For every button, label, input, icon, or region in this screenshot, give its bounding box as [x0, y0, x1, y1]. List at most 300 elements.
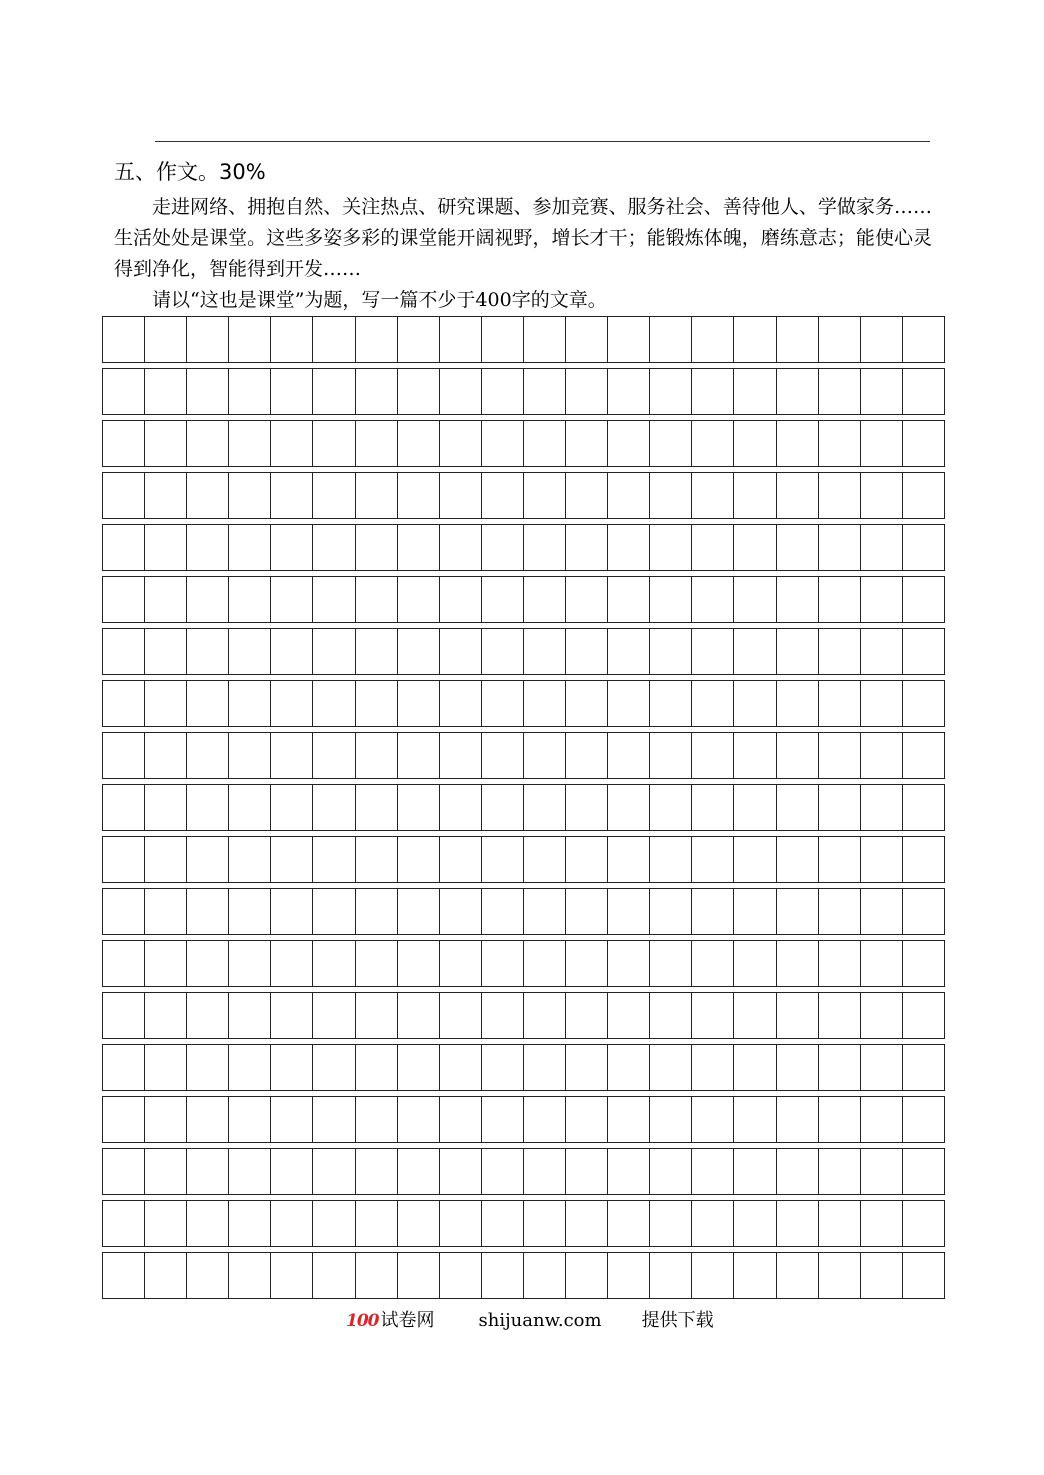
grid-cell[interactable] — [566, 1149, 608, 1194]
grid-cell[interactable] — [566, 1253, 608, 1298]
grid-cell[interactable] — [187, 941, 229, 986]
grid-cell[interactable] — [229, 1097, 271, 1142]
grid-cell[interactable] — [313, 421, 355, 466]
grid-cell[interactable] — [271, 629, 313, 674]
grid-cell[interactable] — [187, 889, 229, 934]
grid-cell[interactable] — [482, 1045, 524, 1090]
grid-cell[interactable] — [903, 889, 945, 934]
grid-cell[interactable] — [187, 1201, 229, 1246]
grid-cell[interactable] — [777, 1097, 819, 1142]
grid-cell[interactable] — [229, 941, 271, 986]
grid-cell[interactable] — [356, 837, 398, 882]
grid-cell[interactable] — [777, 785, 819, 830]
grid-cell[interactable] — [482, 1149, 524, 1194]
grid-cell[interactable] — [650, 889, 692, 934]
grid-cell[interactable] — [356, 1253, 398, 1298]
grid-cell[interactable] — [777, 889, 819, 934]
grid-cell[interactable] — [734, 837, 776, 882]
grid-cell[interactable] — [734, 525, 776, 570]
grid-cell[interactable] — [356, 577, 398, 622]
grid-cell[interactable] — [819, 317, 861, 362]
grid-cell[interactable] — [608, 681, 650, 726]
grid-cell[interactable] — [566, 733, 608, 778]
grid-cell[interactable] — [777, 525, 819, 570]
grid-cell[interactable] — [313, 317, 355, 362]
grid-cell[interactable] — [229, 681, 271, 726]
grid-cell[interactable] — [356, 733, 398, 778]
grid-cell[interactable] — [524, 1253, 566, 1298]
grid-cell[interactable] — [524, 421, 566, 466]
grid-cell[interactable] — [903, 629, 945, 674]
grid-cell[interactable] — [524, 525, 566, 570]
grid-cell[interactable] — [692, 785, 734, 830]
grid-cell[interactable] — [440, 733, 482, 778]
grid-cell[interactable] — [482, 369, 524, 414]
grid-cell[interactable] — [356, 1045, 398, 1090]
grid-cell[interactable] — [187, 1149, 229, 1194]
grid-cell[interactable] — [440, 1097, 482, 1142]
grid-cell[interactable] — [566, 629, 608, 674]
grid-cell[interactable] — [398, 369, 440, 414]
grid-cell[interactable] — [903, 525, 945, 570]
grid-cell[interactable] — [608, 525, 650, 570]
grid-cell[interactable] — [103, 525, 145, 570]
grid-cell[interactable] — [440, 993, 482, 1038]
grid-cell[interactable] — [566, 577, 608, 622]
grid-cell[interactable] — [608, 473, 650, 518]
grid-cell[interactable] — [145, 1045, 187, 1090]
grid-cell[interactable] — [777, 1253, 819, 1298]
grid-cell[interactable] — [103, 941, 145, 986]
grid-cell[interactable] — [187, 1253, 229, 1298]
grid-cell[interactable] — [524, 577, 566, 622]
grid-cell[interactable] — [524, 1097, 566, 1142]
grid-cell[interactable] — [819, 1097, 861, 1142]
grid-cell[interactable] — [566, 473, 608, 518]
grid-cell[interactable] — [819, 941, 861, 986]
grid-cell[interactable] — [145, 941, 187, 986]
grid-cell[interactable] — [271, 421, 313, 466]
grid-cell[interactable] — [356, 421, 398, 466]
grid-cell[interactable] — [734, 733, 776, 778]
grid-cell[interactable] — [482, 1201, 524, 1246]
grid-cell[interactable] — [398, 837, 440, 882]
grid-cell[interactable] — [819, 733, 861, 778]
grid-cell[interactable] — [145, 1253, 187, 1298]
grid-cell[interactable] — [777, 733, 819, 778]
grid-cell[interactable] — [145, 993, 187, 1038]
grid-cell[interactable] — [692, 421, 734, 466]
grid-cell[interactable] — [313, 369, 355, 414]
grid-cell[interactable] — [145, 785, 187, 830]
grid-cell[interactable] — [482, 1097, 524, 1142]
grid-cell[interactable] — [145, 421, 187, 466]
grid-cell[interactable] — [734, 421, 776, 466]
grid-cell[interactable] — [482, 317, 524, 362]
grid-cell[interactable] — [692, 369, 734, 414]
grid-cell[interactable] — [777, 837, 819, 882]
grid-cell[interactable] — [482, 473, 524, 518]
grid-cell[interactable] — [229, 993, 271, 1038]
grid-cell[interactable] — [861, 1201, 903, 1246]
grid-cell[interactable] — [440, 1045, 482, 1090]
grid-cell[interactable] — [777, 993, 819, 1038]
grid-cell[interactable] — [819, 1045, 861, 1090]
grid-cell[interactable] — [819, 629, 861, 674]
grid-cell[interactable] — [229, 1149, 271, 1194]
grid-cell[interactable] — [313, 1149, 355, 1194]
grid-cell[interactable] — [734, 993, 776, 1038]
grid-cell[interactable] — [903, 421, 945, 466]
grid-cell[interactable] — [819, 525, 861, 570]
grid-cell[interactable] — [861, 1253, 903, 1298]
grid-cell[interactable] — [777, 1201, 819, 1246]
grid-cell[interactable] — [313, 993, 355, 1038]
grid-cell[interactable] — [229, 837, 271, 882]
grid-cell[interactable] — [229, 577, 271, 622]
grid-cell[interactable] — [482, 1253, 524, 1298]
grid-cell[interactable] — [145, 473, 187, 518]
grid-cell[interactable] — [608, 993, 650, 1038]
grid-cell[interactable] — [440, 577, 482, 622]
grid-cell[interactable] — [356, 317, 398, 362]
grid-cell[interactable] — [692, 889, 734, 934]
grid-cell[interactable] — [229, 733, 271, 778]
grid-cell[interactable] — [903, 1201, 945, 1246]
grid-cell[interactable] — [103, 317, 145, 362]
grid-cell[interactable] — [103, 733, 145, 778]
grid-cell[interactable] — [650, 1149, 692, 1194]
grid-cell[interactable] — [313, 1045, 355, 1090]
grid-cell[interactable] — [145, 317, 187, 362]
grid-cell[interactable] — [566, 837, 608, 882]
grid-cell[interactable] — [313, 681, 355, 726]
grid-cell[interactable] — [440, 785, 482, 830]
grid-cell[interactable] — [103, 1045, 145, 1090]
grid-cell[interactable] — [734, 473, 776, 518]
grid-cell[interactable] — [861, 1149, 903, 1194]
grid-cell[interactable] — [313, 629, 355, 674]
grid-cell[interactable] — [440, 1201, 482, 1246]
grid-cell[interactable] — [608, 1149, 650, 1194]
grid-cell[interactable] — [145, 681, 187, 726]
grid-cell[interactable] — [356, 785, 398, 830]
grid-cell[interactable] — [187, 993, 229, 1038]
grid-cell[interactable] — [187, 837, 229, 882]
grid-cell[interactable] — [861, 421, 903, 466]
grid-cell[interactable] — [650, 681, 692, 726]
grid-cell[interactable] — [229, 1253, 271, 1298]
grid-cell[interactable] — [692, 1253, 734, 1298]
grid-cell[interactable] — [440, 421, 482, 466]
grid-cell[interactable] — [903, 837, 945, 882]
grid-cell[interactable] — [271, 369, 313, 414]
grid-cell[interactable] — [229, 1045, 271, 1090]
grid-cell[interactable] — [566, 421, 608, 466]
grid-cell[interactable] — [903, 1045, 945, 1090]
grid-cell[interactable] — [356, 1097, 398, 1142]
grid-cell[interactable] — [313, 577, 355, 622]
grid-cell[interactable] — [524, 889, 566, 934]
grid-cell[interactable] — [229, 525, 271, 570]
grid-cell[interactable] — [356, 473, 398, 518]
grid-cell[interactable] — [187, 421, 229, 466]
grid-cell[interactable] — [524, 317, 566, 362]
grid-cell[interactable] — [187, 369, 229, 414]
grid-cell[interactable] — [524, 1149, 566, 1194]
grid-cell[interactable] — [440, 889, 482, 934]
grid-cell[interactable] — [777, 1045, 819, 1090]
grid-cell[interactable] — [777, 473, 819, 518]
grid-cell[interactable] — [524, 785, 566, 830]
grid-cell[interactable] — [271, 473, 313, 518]
grid-cell[interactable] — [103, 421, 145, 466]
grid-cell[interactable] — [440, 525, 482, 570]
grid-cell[interactable] — [650, 1253, 692, 1298]
grid-cell[interactable] — [145, 733, 187, 778]
grid-cell[interactable] — [440, 941, 482, 986]
grid-cell[interactable] — [482, 993, 524, 1038]
grid-cell[interactable] — [271, 889, 313, 934]
grid-cell[interactable] — [650, 369, 692, 414]
grid-cell[interactable] — [608, 837, 650, 882]
grid-cell[interactable] — [734, 317, 776, 362]
grid-cell[interactable] — [524, 941, 566, 986]
grid-cell[interactable] — [650, 1097, 692, 1142]
grid-cell[interactable] — [692, 577, 734, 622]
grid-cell[interactable] — [566, 681, 608, 726]
grid-cell[interactable] — [187, 629, 229, 674]
grid-cell[interactable] — [482, 681, 524, 726]
grid-cell[interactable] — [187, 681, 229, 726]
grid-cell[interactable] — [398, 577, 440, 622]
grid-cell[interactable] — [313, 473, 355, 518]
grid-cell[interactable] — [819, 681, 861, 726]
grid-cell[interactable] — [313, 889, 355, 934]
grid-cell[interactable] — [819, 993, 861, 1038]
grid-cell[interactable] — [187, 1097, 229, 1142]
grid-cell[interactable] — [777, 421, 819, 466]
grid-cell[interactable] — [819, 1201, 861, 1246]
grid-cell[interactable] — [903, 785, 945, 830]
grid-cell[interactable] — [861, 785, 903, 830]
grid-cell[interactable] — [271, 837, 313, 882]
grid-cell[interactable] — [861, 941, 903, 986]
grid-cell[interactable] — [650, 577, 692, 622]
grid-cell[interactable] — [903, 681, 945, 726]
grid-cell[interactable] — [650, 733, 692, 778]
grid-cell[interactable] — [398, 1045, 440, 1090]
grid-cell[interactable] — [819, 1149, 861, 1194]
grid-cell[interactable] — [692, 525, 734, 570]
grid-cell[interactable] — [734, 369, 776, 414]
grid-cell[interactable] — [692, 941, 734, 986]
grid-cell[interactable] — [103, 629, 145, 674]
grid-cell[interactable] — [356, 941, 398, 986]
grid-cell[interactable] — [398, 473, 440, 518]
grid-cell[interactable] — [229, 421, 271, 466]
grid-cell[interactable] — [187, 1045, 229, 1090]
grid-cell[interactable] — [650, 785, 692, 830]
grid-cell[interactable] — [482, 629, 524, 674]
grid-cell[interactable] — [734, 1253, 776, 1298]
grid-cell[interactable] — [398, 941, 440, 986]
grid-cell[interactable] — [777, 1149, 819, 1194]
grid-cell[interactable] — [903, 317, 945, 362]
grid-cell[interactable] — [187, 785, 229, 830]
grid-cell[interactable] — [271, 1045, 313, 1090]
grid-cell[interactable] — [145, 837, 187, 882]
grid-cell[interactable] — [271, 681, 313, 726]
grid-cell[interactable] — [777, 577, 819, 622]
grid-cell[interactable] — [229, 1201, 271, 1246]
grid-cell[interactable] — [734, 1097, 776, 1142]
grid-cell[interactable] — [145, 525, 187, 570]
grid-cell[interactable] — [482, 577, 524, 622]
grid-cell[interactable] — [103, 993, 145, 1038]
grid-cell[interactable] — [398, 317, 440, 362]
grid-cell[interactable] — [271, 733, 313, 778]
grid-cell[interactable] — [819, 369, 861, 414]
grid-cell[interactable] — [734, 889, 776, 934]
grid-cell[interactable] — [734, 629, 776, 674]
grid-cell[interactable] — [903, 993, 945, 1038]
grid-cell[interactable] — [777, 941, 819, 986]
grid-cell[interactable] — [861, 577, 903, 622]
grid-cell[interactable] — [103, 473, 145, 518]
grid-cell[interactable] — [692, 733, 734, 778]
grid-cell[interactable] — [650, 1201, 692, 1246]
writing-grid[interactable] — [102, 316, 945, 1304]
grid-cell[interactable] — [566, 993, 608, 1038]
grid-cell[interactable] — [608, 1253, 650, 1298]
grid-cell[interactable] — [356, 993, 398, 1038]
grid-cell[interactable] — [692, 1097, 734, 1142]
grid-cell[interactable] — [566, 317, 608, 362]
grid-cell[interactable] — [861, 681, 903, 726]
grid-cell[interactable] — [313, 1253, 355, 1298]
grid-cell[interactable] — [187, 577, 229, 622]
grid-cell[interactable] — [608, 421, 650, 466]
grid-cell[interactable] — [734, 1045, 776, 1090]
grid-cell[interactable] — [398, 629, 440, 674]
grid-cell[interactable] — [692, 317, 734, 362]
grid-cell[interactable] — [356, 629, 398, 674]
grid-cell[interactable] — [566, 369, 608, 414]
grid-cell[interactable] — [777, 317, 819, 362]
grid-cell[interactable] — [650, 837, 692, 882]
grid-cell[interactable] — [903, 1253, 945, 1298]
grid-cell[interactable] — [566, 1097, 608, 1142]
grid-cell[interactable] — [145, 1201, 187, 1246]
grid-cell[interactable] — [903, 577, 945, 622]
grid-cell[interactable] — [608, 889, 650, 934]
grid-cell[interactable] — [861, 837, 903, 882]
grid-cell[interactable] — [440, 473, 482, 518]
grid-cell[interactable] — [903, 1097, 945, 1142]
grid-cell[interactable] — [608, 1097, 650, 1142]
grid-cell[interactable] — [734, 681, 776, 726]
grid-cell[interactable] — [271, 1201, 313, 1246]
grid-cell[interactable] — [356, 681, 398, 726]
grid-cell[interactable] — [524, 733, 566, 778]
grid-cell[interactable] — [482, 785, 524, 830]
grid-cell[interactable] — [734, 785, 776, 830]
grid-cell[interactable] — [566, 525, 608, 570]
grid-cell[interactable] — [608, 317, 650, 362]
grid-cell[interactable] — [313, 941, 355, 986]
grid-cell[interactable] — [566, 941, 608, 986]
grid-cell[interactable] — [861, 317, 903, 362]
grid-cell[interactable] — [482, 837, 524, 882]
grid-cell[interactable] — [692, 629, 734, 674]
grid-cell[interactable] — [271, 317, 313, 362]
grid-cell[interactable] — [903, 1149, 945, 1194]
grid-cell[interactable] — [145, 577, 187, 622]
grid-cell[interactable] — [524, 473, 566, 518]
grid-cell[interactable] — [187, 473, 229, 518]
grid-cell[interactable] — [692, 1201, 734, 1246]
grid-cell[interactable] — [103, 1253, 145, 1298]
grid-cell[interactable] — [734, 941, 776, 986]
grid-cell[interactable] — [777, 681, 819, 726]
grid-cell[interactable] — [650, 993, 692, 1038]
grid-cell[interactable] — [145, 1097, 187, 1142]
grid-cell[interactable] — [861, 629, 903, 674]
grid-cell[interactable] — [524, 1201, 566, 1246]
grid-cell[interactable] — [524, 629, 566, 674]
grid-cell[interactable] — [271, 1097, 313, 1142]
grid-cell[interactable] — [650, 473, 692, 518]
grid-cell[interactable] — [440, 1149, 482, 1194]
grid-cell[interactable] — [356, 1149, 398, 1194]
grid-cell[interactable] — [271, 577, 313, 622]
grid-cell[interactable] — [608, 785, 650, 830]
grid-cell[interactable] — [608, 369, 650, 414]
grid-cell[interactable] — [608, 941, 650, 986]
grid-cell[interactable] — [482, 525, 524, 570]
grid-cell[interactable] — [356, 525, 398, 570]
grid-cell[interactable] — [103, 1201, 145, 1246]
grid-cell[interactable] — [861, 993, 903, 1038]
grid-cell[interactable] — [819, 785, 861, 830]
grid-cell[interactable] — [398, 525, 440, 570]
grid-cell[interactable] — [229, 473, 271, 518]
grid-cell[interactable] — [903, 369, 945, 414]
grid-cell[interactable] — [398, 733, 440, 778]
grid-cell[interactable] — [566, 889, 608, 934]
grid-cell[interactable] — [650, 317, 692, 362]
grid-cell[interactable] — [861, 1097, 903, 1142]
grid-cell[interactable] — [356, 1201, 398, 1246]
grid-cell[interactable] — [271, 993, 313, 1038]
grid-cell[interactable] — [398, 1097, 440, 1142]
grid-cell[interactable] — [398, 785, 440, 830]
grid-cell[interactable] — [103, 369, 145, 414]
grid-cell[interactable] — [608, 577, 650, 622]
grid-cell[interactable] — [229, 889, 271, 934]
grid-cell[interactable] — [566, 785, 608, 830]
grid-cell[interactable] — [229, 317, 271, 362]
grid-cell[interactable] — [819, 577, 861, 622]
grid-cell[interactable] — [398, 1253, 440, 1298]
grid-cell[interactable] — [271, 1149, 313, 1194]
grid-cell[interactable] — [861, 1045, 903, 1090]
grid-cell[interactable] — [145, 889, 187, 934]
grid-cell[interactable] — [734, 1201, 776, 1246]
grid-cell[interactable] — [187, 733, 229, 778]
grid-cell[interactable] — [650, 941, 692, 986]
